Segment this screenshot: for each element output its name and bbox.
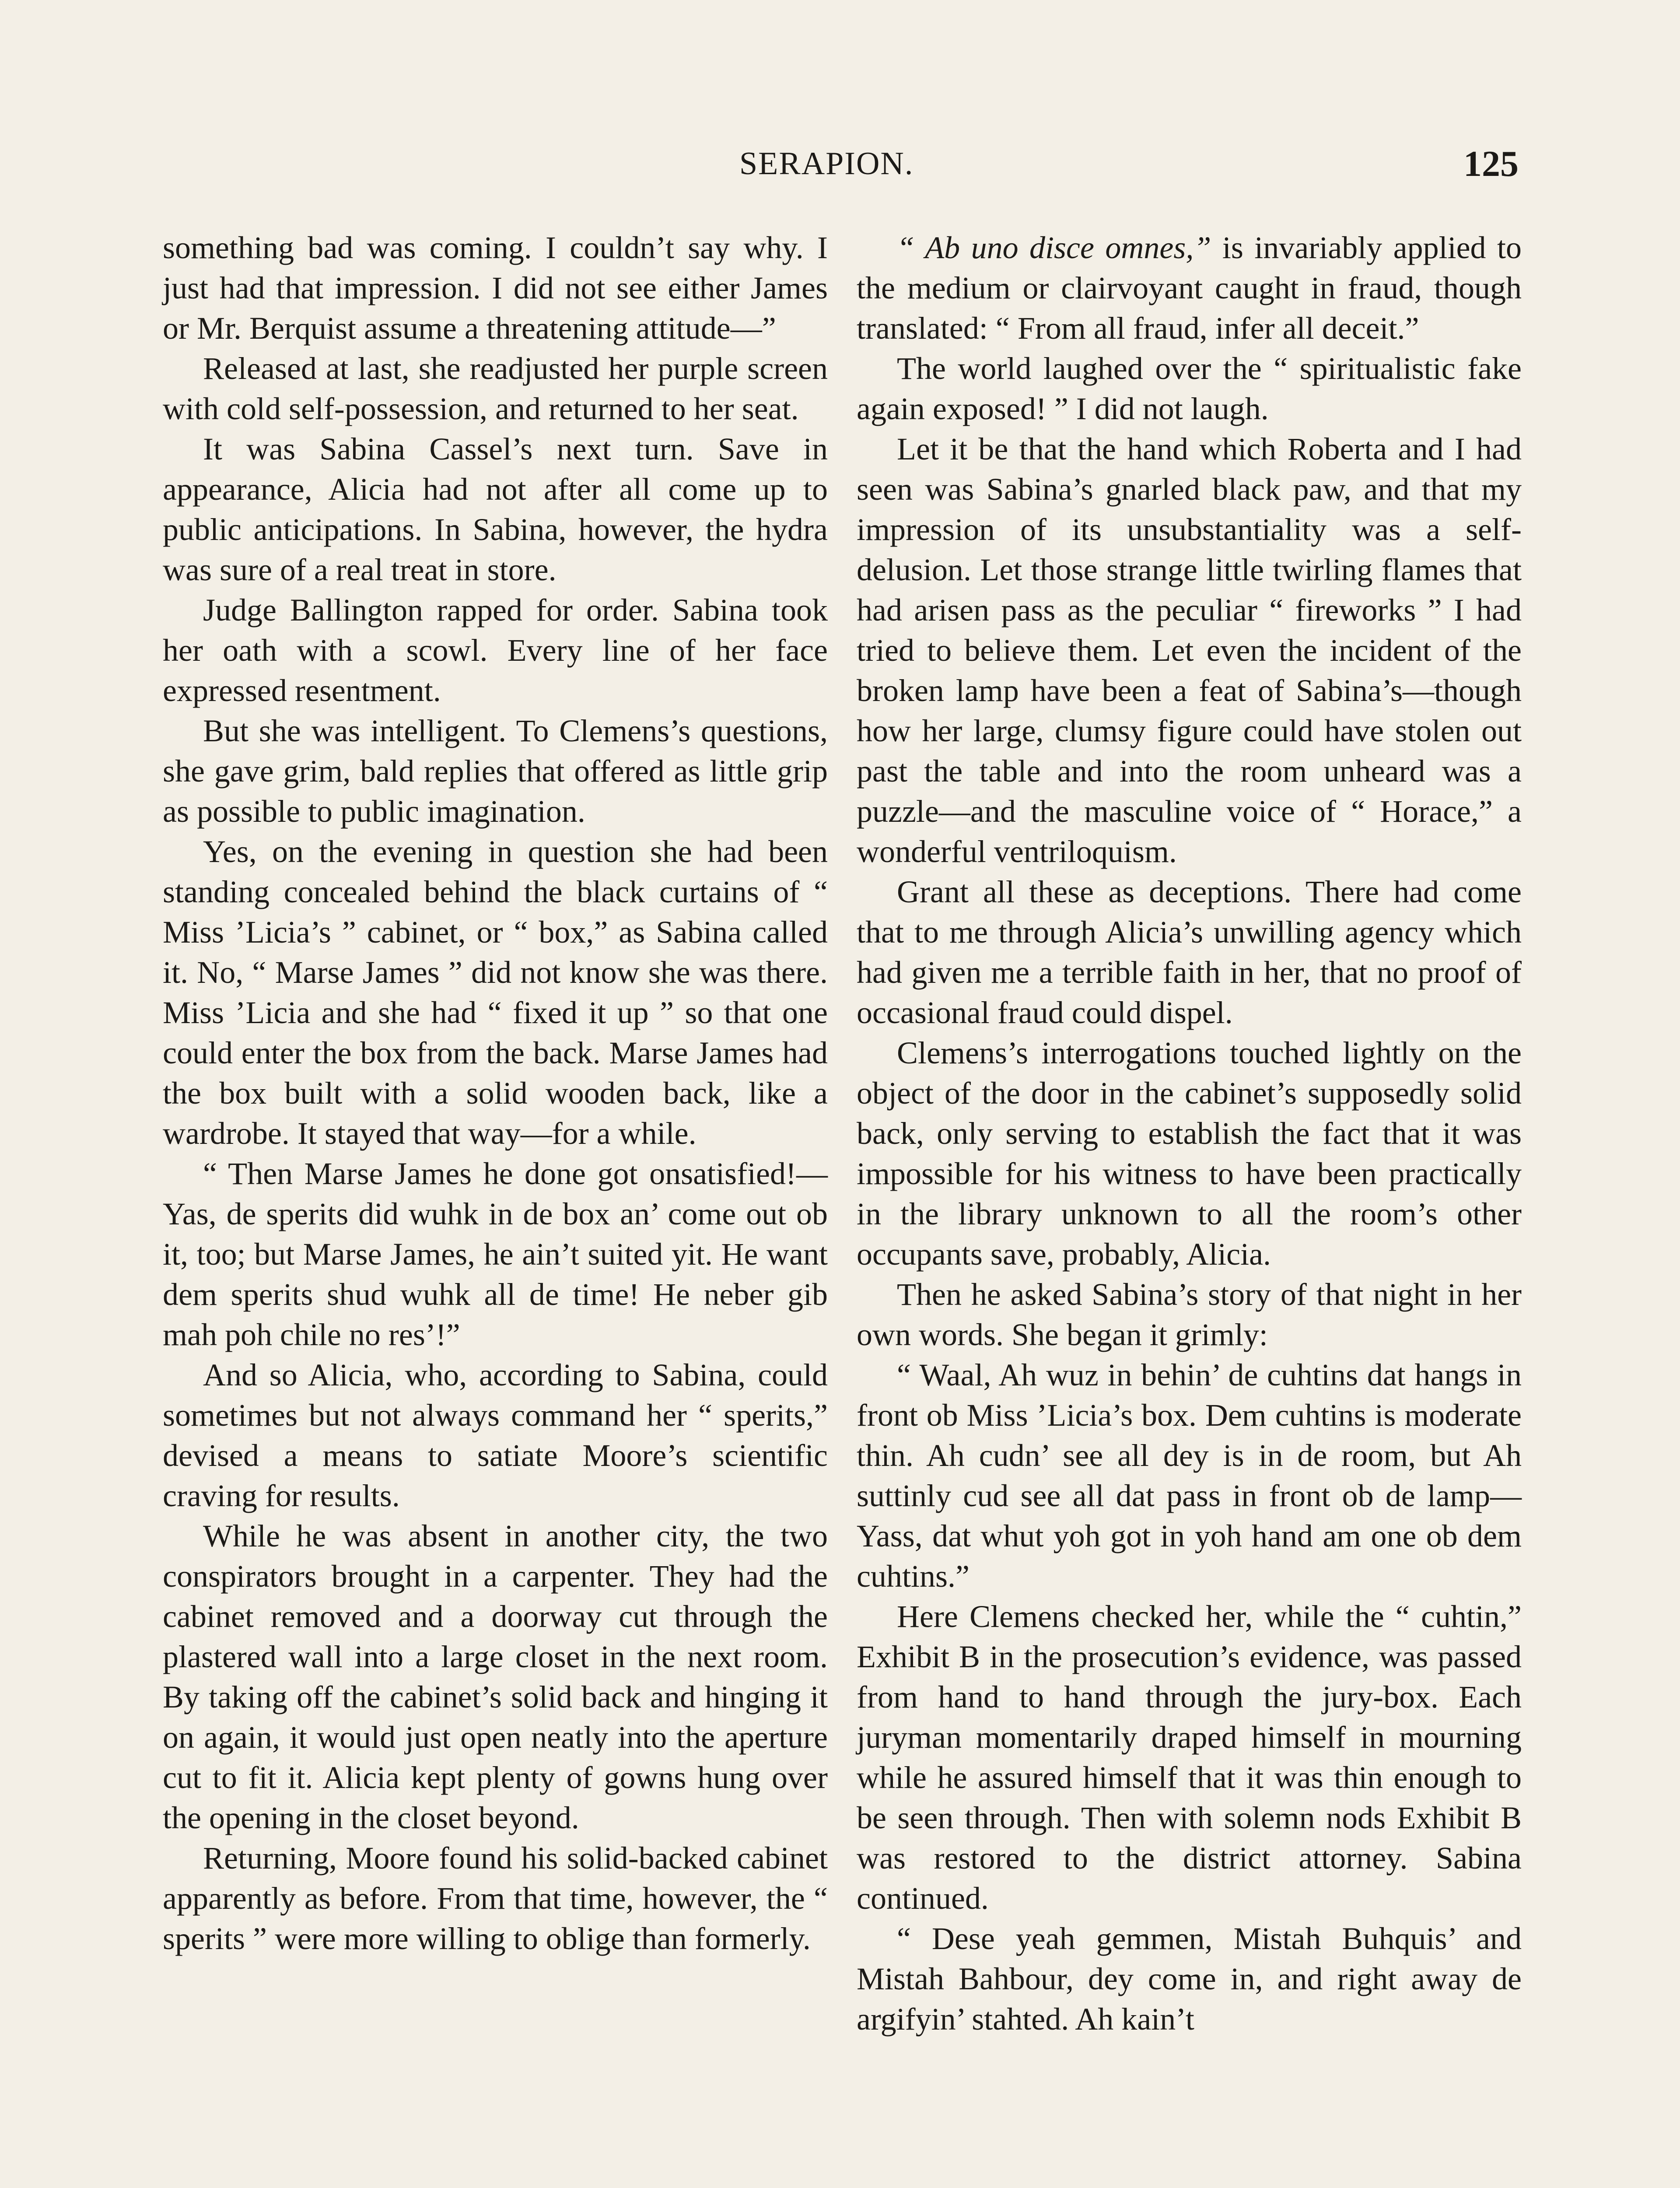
- latin-quote: “ Ab uno disce omnes,”: [897, 230, 1211, 265]
- paragraph: Yes, on the evening in question she had been standing concealed behind the black curtains of “ Miss ’Licia’s ” cabinet, or “ box,” as Sabina called it. No, “ Marse James ” did not know she was there. Miss ’Licia and she had “ fixed it up ” so that one could enter the box from the back. Marse James had the box built with a solid wooden back, like a wardrobe. It stayed that way—for a while.: [163, 834, 828, 1151]
- paragraph: It was Sabina Cassel’s next turn. Save in appearance, Alicia had not after all come up to public anticipations. In Sabina, however, the hydra was sure of a real treat in store.: [163, 431, 828, 587]
- paragraph: Then he asked Sabina’s story of that night in her own words. She began it grimly:: [857, 1277, 1522, 1352]
- paragraph: Returning, Moore found his solid-backed cabinet apparently as before. From that time, however, the “ sperits ” were more willing to oblige than formerly.: [163, 1841, 828, 1956]
- running-title: SERAPION.: [739, 146, 914, 182]
- paragraph: “ Then Marse James he done got onsatisfied!—Yas, de sperits did wuhk in de box an’ come out ob it, too; but Marse James, he ain’t suited yit. He want dem sperits shud wuhk all de time! He neber gib mah poh chile no res’!”: [163, 1156, 828, 1352]
- paragraph: Judge Ballington rapped for order. Sabina took her oath with a scowl. Every line of her face expressed resentment.: [163, 593, 828, 708]
- paragraph-text: is invariably applied to the medium or clairvoyant caught in fraud, though translated: “ From all fraud, infer all deceit.”: [857, 230, 1522, 346]
- paragraph: something bad was coming. I couldn’t say why. I just had that impression. I did not see either James or Mr. Berquist assume a threatening attitude—”: [163, 230, 828, 346]
- paragraph: But she was intelligent. To Clemens’s questions, she gave grim, bald replies that offered as little grip as possible to public imagination.: [163, 713, 828, 829]
- paragraph: And so Alicia, who, according to Sabina, could sometimes but not always command her “ sperits,” devised a means to satiate Moore’s scientific craving for results.: [163, 1357, 828, 1513]
- paragraph: Let it be that the hand which Roberta and I had seen was Sabina’s gnarled black paw, and that my impression of its unsubstantiality was a self-delusion. Let those strange little twirling flames that had arisen pass as the peculiar “ fireworks ” I had tried to believe them. Let even the incident of the broken lamp have been a feat of Sabina’s—though how her large, clumsy figure could have stolen out past the table and into the room unheard was a puzzle—and the masculine voice of “ Horace,” a wonderful ventriloquism.: [857, 431, 1522, 869]
- paragraph: The world laughed over the “ spiritualistic fake again exposed! ” I did not laugh.: [857, 351, 1522, 426]
- left-column: [163, 228, 828, 1959]
- paragraph: Grant all these as deceptions. There had come that to me through Alicia’s unwilling agency which had given me a terrible faith in her, that no proof of occasional fraud could dispel.: [857, 874, 1522, 1030]
- paragraph: While he was absent in another city, the two conspirators brought in a carpenter. They had the cabinet removed and a doorway cut through the plastered wall into a large closet in the next room. By taking off the cabinet’s solid back and hinging it on again, it would just open neatly into the aperture cut to fit it. Alicia kept plenty of gowns hung over the opening in the closet beyond.: [163, 1518, 828, 1835]
- right-column: [857, 228, 1522, 2039]
- paragraph: Here Clemens checked her, while the “ cuhtin,” Exhibit B in the prosecution’s evidence, was passed from hand to hand through the jury-box. Each juryman momentarily draped himself in mourning while he assured himself that it was thin enough to be seen through. Then with solemn nods Exhibit B was restored to the district attorney. Sabina continued.: [857, 1599, 1522, 1916]
- paragraph: Clemens’s interrogations touched lightly on the object of the door in the cabinet’s supposedly solid back, only serving to establish the fact that it was impossible for his witness to have been practically in the library unknown to all the room’s other occupants save, probably, Alicia.: [857, 1035, 1522, 1272]
- paragraph: [857, 228, 1522, 348]
- paragraph: “ Dese yeah gemmen, Mistah Buhquis’ and Mistah Bahbour, dey come in, and right away de argifyin’ stahted. Ah kain’t: [857, 1921, 1522, 2037]
- paragraph: “ Waal, Ah wuz in behin’ de cuhtins dat hangs in front ob Miss ’Licia’s box. Dem cuhtins is moderate thin. Ah cudn’ see all dey is in de room, but Ah suttinly cud see all dat pass in front ob de lamp— Yass, dat whut yoh got in yoh hand am one ob dem cuhtins.”: [857, 1357, 1522, 1594]
- paragraph: Released at last, she readjusted her purple screen with cold self-possession, and returned to her seat.: [163, 351, 828, 426]
- page-number: 125: [1463, 144, 1519, 184]
